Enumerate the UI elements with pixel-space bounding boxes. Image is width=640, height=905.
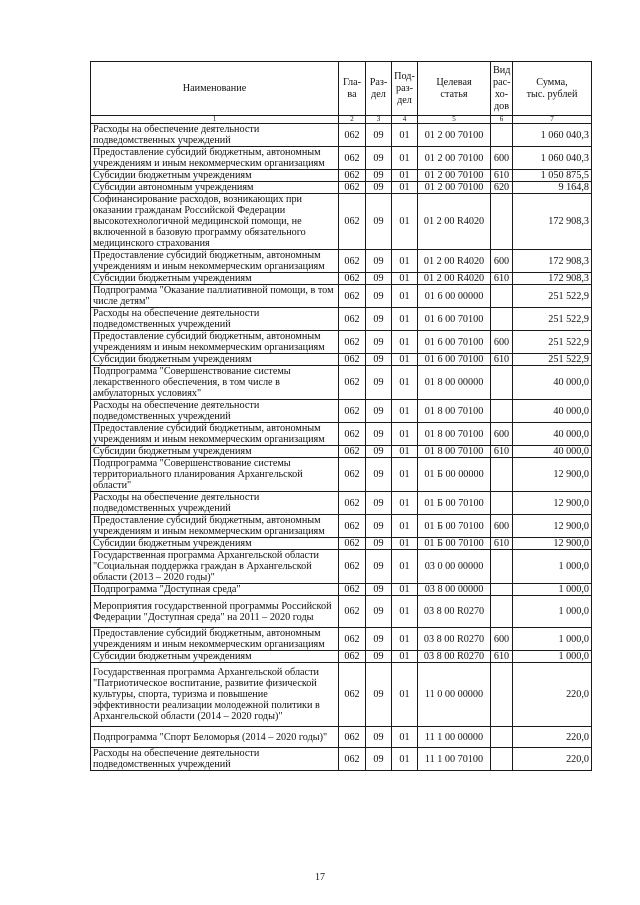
row-target-item: 03 8 00 R0270 (418, 596, 491, 628)
row-name: Расходы на обеспечение деятельности подведомственных учреждений (91, 308, 339, 331)
column-number: 1 (91, 116, 339, 124)
row-subsection: 01 (392, 596, 418, 628)
row-subsection: 01 (392, 331, 418, 354)
row-section: 09 (366, 331, 392, 354)
row-amount: 172 908,3 (513, 273, 592, 285)
row-section: 09 (366, 170, 392, 182)
row-name: Субсидии бюджетным учреждениям (91, 651, 339, 663)
row-amount: 40 000,0 (513, 446, 592, 458)
row-subsection: 01 (392, 748, 418, 771)
table-row (91, 596, 592, 628)
row-chapter: 062 (339, 628, 366, 651)
row-chapter: 062 (339, 331, 366, 354)
row-target-item: 01 2 00 70100 (418, 170, 491, 182)
table-row (91, 538, 592, 550)
row-section: 09 (366, 446, 392, 458)
row-target-item: 01 Б 00 00000 (418, 458, 491, 492)
row-amount: 40 000,0 (513, 423, 592, 446)
header-target-item: Целевая статья (418, 62, 491, 116)
header-row (91, 62, 592, 116)
row-expense-type (491, 663, 513, 727)
row-amount: 1 000,0 (513, 584, 592, 596)
row-expense-type (491, 458, 513, 492)
row-name: Субсидии бюджетным учреждениям (91, 273, 339, 285)
row-expense-type: 610 (491, 354, 513, 366)
row-chapter: 062 (339, 492, 366, 515)
row-amount: 40 000,0 (513, 400, 592, 423)
table-row (91, 584, 592, 596)
row-section: 09 (366, 596, 392, 628)
row-name: Предоставление субсидий бюджетным, автономным учреждениям и иным некоммерческим организациям (91, 423, 339, 446)
row-chapter: 062 (339, 285, 366, 308)
row-target-item: 01 8 00 70100 (418, 446, 491, 458)
row-name: Предоставление субсидий бюджетным, автономным учреждениям и иным некоммерческим организациям (91, 331, 339, 354)
row-name: Предоставление субсидий бюджетным, автономным учреждениям и иным некоммерческим организациям (91, 515, 339, 538)
row-subsection: 01 (392, 446, 418, 458)
row-target-item: 01 2 00 R4020 (418, 273, 491, 285)
row-chapter: 062 (339, 194, 366, 250)
row-target-item: 01 6 00 70100 (418, 308, 491, 331)
row-amount: 9 164,8 (513, 182, 592, 194)
row-target-item: 01 2 00 70100 (418, 182, 491, 194)
row-section: 09 (366, 182, 392, 194)
row-expense-type: 600 (491, 515, 513, 538)
page-number: 17 (315, 872, 325, 883)
row-amount: 172 908,3 (513, 194, 592, 250)
row-name: Предоставление субсидий бюджетным, автономным учреждениям и иным некоммерческим организациям (91, 250, 339, 273)
table-row (91, 308, 592, 331)
row-amount: 251 522,9 (513, 308, 592, 331)
row-amount: 12 900,0 (513, 492, 592, 515)
row-chapter: 062 (339, 446, 366, 458)
row-subsection: 01 (392, 308, 418, 331)
row-target-item: 11 0 00 00000 (418, 663, 491, 727)
row-expense-type (491, 596, 513, 628)
table-row (91, 550, 592, 584)
row-subsection: 01 (392, 273, 418, 285)
row-name: Субсидии бюджетным учреждениям (91, 354, 339, 366)
row-amount: 251 522,9 (513, 354, 592, 366)
row-expense-type (491, 748, 513, 771)
column-number-row (91, 116, 592, 124)
row-subsection: 01 (392, 663, 418, 727)
row-name: Предоставление субсидий бюджетным, автономным учреждениям и иным некоммерческим организациям (91, 628, 339, 651)
row-section: 09 (366, 194, 392, 250)
row-chapter: 062 (339, 663, 366, 727)
row-expense-type (491, 366, 513, 400)
row-section: 09 (366, 748, 392, 771)
row-target-item: 03 0 00 00000 (418, 550, 491, 584)
column-number: 7 (513, 116, 592, 124)
row-expense-type (491, 194, 513, 250)
column-number: 4 (392, 116, 418, 124)
row-amount: 1 000,0 (513, 550, 592, 584)
row-subsection: 01 (392, 170, 418, 182)
table-row (91, 366, 592, 400)
row-name: Мероприятия государственной программы Российской Федерации "Доступная среда" на 2011 – 2020 годы (91, 596, 339, 628)
row-amount: 172 908,3 (513, 250, 592, 273)
row-chapter: 062 (339, 550, 366, 584)
row-section: 09 (366, 366, 392, 400)
row-target-item: 01 8 00 70100 (418, 400, 491, 423)
row-subsection: 01 (392, 285, 418, 308)
table-row (91, 182, 592, 194)
row-expense-type: 600 (491, 250, 513, 273)
table-row (91, 727, 592, 748)
table-row (91, 458, 592, 492)
row-name: Государственная программа Архангельской области "Патриотическое воспитание, развитие физической культуры, спорта, туризма и повышение эффективности реализации молодежной политики в Архангельской области (2014 – 2020 годы)" (91, 663, 339, 727)
row-section: 09 (366, 515, 392, 538)
row-expense-type: 610 (491, 446, 513, 458)
row-chapter: 062 (339, 727, 366, 748)
row-expense-type (491, 550, 513, 584)
row-expense-type (491, 727, 513, 748)
row-target-item: 01 8 00 70100 (418, 423, 491, 446)
row-chapter: 062 (339, 584, 366, 596)
table-row (91, 628, 592, 651)
row-expense-type: 600 (491, 147, 513, 170)
row-chapter: 062 (339, 366, 366, 400)
row-target-item: 01 2 00 R4020 (418, 194, 491, 250)
row-amount: 12 900,0 (513, 538, 592, 550)
row-name: Расходы на обеспечение деятельности подведомственных учреждений (91, 492, 339, 515)
table-row (91, 170, 592, 182)
header-name: Наименование (91, 62, 339, 116)
row-amount: 1 060 040,3 (513, 124, 592, 147)
row-subsection: 01 (392, 584, 418, 596)
row-amount: 251 522,9 (513, 331, 592, 354)
row-chapter: 062 (339, 423, 366, 446)
row-amount: 1 060 040,3 (513, 147, 592, 170)
table-body (91, 124, 592, 771)
row-chapter: 062 (339, 400, 366, 423)
row-subsection: 01 (392, 250, 418, 273)
row-name: Государственная программа Архангельской области "Социальная поддержка граждан в Архангельской области (2013 – 2020 годы)" (91, 550, 339, 584)
row-section: 09 (366, 308, 392, 331)
table-row (91, 354, 592, 366)
row-target-item: 01 2 00 R4020 (418, 250, 491, 273)
row-section: 09 (366, 651, 392, 663)
row-amount: 220,0 (513, 727, 592, 748)
table-row (91, 124, 592, 147)
row-chapter: 062 (339, 273, 366, 285)
table-row (91, 273, 592, 285)
row-expense-type: 600 (491, 628, 513, 651)
row-chapter: 062 (339, 250, 366, 273)
column-number: 3 (366, 116, 392, 124)
row-section: 09 (366, 538, 392, 550)
row-amount: 12 900,0 (513, 515, 592, 538)
row-name: Расходы на обеспечение деятельности подведомственных учреждений (91, 748, 339, 771)
row-section: 09 (366, 124, 392, 147)
header-chapter: Гла- ва (339, 62, 366, 116)
row-chapter: 062 (339, 170, 366, 182)
row-subsection: 01 (392, 492, 418, 515)
row-expense-type (491, 308, 513, 331)
row-section: 09 (366, 147, 392, 170)
table-row (91, 194, 592, 250)
row-section: 09 (366, 400, 392, 423)
table-row (91, 663, 592, 727)
row-chapter: 062 (339, 147, 366, 170)
row-amount: 1 050 875,5 (513, 170, 592, 182)
row-chapter: 062 (339, 515, 366, 538)
row-subsection: 01 (392, 354, 418, 366)
table-row (91, 331, 592, 354)
row-subsection: 01 (392, 727, 418, 748)
row-name: Субсидии бюджетным учреждениям (91, 446, 339, 458)
row-section: 09 (366, 354, 392, 366)
table-row (91, 400, 592, 423)
row-expense-type: 600 (491, 423, 513, 446)
row-chapter: 062 (339, 124, 366, 147)
row-subsection: 01 (392, 366, 418, 400)
row-name: Субсидии бюджетным учреждениям (91, 170, 339, 182)
row-name: Расходы на обеспечение деятельности подведомственных учреждений (91, 124, 339, 147)
row-amount: 1 000,0 (513, 651, 592, 663)
row-chapter: 062 (339, 596, 366, 628)
row-section: 09 (366, 663, 392, 727)
row-subsection: 01 (392, 194, 418, 250)
row-section: 09 (366, 458, 392, 492)
row-target-item: 03 8 00 00000 (418, 584, 491, 596)
row-chapter: 062 (339, 182, 366, 194)
row-target-item: 01 6 00 70100 (418, 354, 491, 366)
row-name: Субсидии автономным учреждениям (91, 182, 339, 194)
row-target-item: 01 8 00 00000 (418, 366, 491, 400)
row-target-item: 01 2 00 70100 (418, 147, 491, 170)
row-subsection: 01 (392, 124, 418, 147)
row-chapter: 062 (339, 458, 366, 492)
row-section: 09 (366, 727, 392, 748)
row-target-item: 01 Б 00 70100 (418, 538, 491, 550)
row-subsection: 01 (392, 628, 418, 651)
budget-table (90, 61, 592, 771)
row-amount: 1 000,0 (513, 628, 592, 651)
table-row (91, 492, 592, 515)
row-expense-type: 610 (491, 651, 513, 663)
row-chapter: 062 (339, 651, 366, 663)
row-subsection: 01 (392, 651, 418, 663)
row-subsection: 01 (392, 538, 418, 550)
row-subsection: 01 (392, 515, 418, 538)
row-chapter: 062 (339, 354, 366, 366)
row-expense-type: 610 (491, 170, 513, 182)
table-row (91, 651, 592, 663)
row-amount: 251 522,9 (513, 285, 592, 308)
row-expense-type (491, 124, 513, 147)
row-amount: 220,0 (513, 748, 592, 771)
column-number: 5 (418, 116, 491, 124)
table-row (91, 147, 592, 170)
row-name: Подпрограмма "Оказание паллиативной помощи, в том числе детям" (91, 285, 339, 308)
row-section: 09 (366, 492, 392, 515)
row-expense-type: 620 (491, 182, 513, 194)
row-expense-type: 610 (491, 273, 513, 285)
header-amount: Сумма, тыс. рублей (513, 62, 592, 116)
row-name: Подпрограмма "Доступная среда" (91, 584, 339, 596)
header-expense-type: Вид рас- хо- дов (491, 62, 513, 116)
row-section: 09 (366, 423, 392, 446)
header-subsection: Под- раз- дел (392, 62, 418, 116)
row-section: 09 (366, 550, 392, 584)
row-expense-type (491, 584, 513, 596)
table-row (91, 748, 592, 771)
row-expense-type (491, 400, 513, 423)
row-section: 09 (366, 285, 392, 308)
row-amount: 12 900,0 (513, 458, 592, 492)
row-target-item: 01 Б 00 70100 (418, 492, 491, 515)
row-name: Подпрограмма "Совершенствование системы территориального планирования Архангельской области" (91, 458, 339, 492)
row-chapter: 062 (339, 538, 366, 550)
row-target-item: 01 2 00 70100 (418, 124, 491, 147)
row-name: Субсидии бюджетным учреждениям (91, 538, 339, 550)
row-expense-type (491, 492, 513, 515)
row-name: Софинансирование расходов, возникающих при оказании гражданам Российской Федерации высокотехнологичной медицинской помощи, не включенной в базовую программу обязательного медицинского страхования (91, 194, 339, 250)
table-row (91, 423, 592, 446)
row-subsection: 01 (392, 400, 418, 423)
row-amount: 1 000,0 (513, 596, 592, 628)
row-name: Подпрограмма "Совершенствование системы лекарственного обеспечения, в том числе в амбулаторных условиях" (91, 366, 339, 400)
table-row (91, 515, 592, 538)
row-subsection: 01 (392, 550, 418, 584)
row-chapter: 062 (339, 748, 366, 771)
row-target-item: 01 6 00 00000 (418, 285, 491, 308)
row-name: Предоставление субсидий бюджетным, автономным учреждениям и иным некоммерческим организациям (91, 147, 339, 170)
row-target-item: 03 8 00 R0270 (418, 651, 491, 663)
column-number: 6 (491, 116, 513, 124)
row-target-item: 01 6 00 70100 (418, 331, 491, 354)
row-subsection: 01 (392, 147, 418, 170)
row-name: Расходы на обеспечение деятельности подведомственных учреждений (91, 400, 339, 423)
column-number: 2 (339, 116, 366, 124)
row-subsection: 01 (392, 458, 418, 492)
row-section: 09 (366, 250, 392, 273)
row-expense-type: 610 (491, 538, 513, 550)
row-name: Подпрограмма "Спорт Беломорья (2014 – 2020 годы)" (91, 727, 339, 748)
row-target-item: 01 Б 00 70100 (418, 515, 491, 538)
row-subsection: 01 (392, 423, 418, 446)
header-section: Раз- дел (366, 62, 392, 116)
row-section: 09 (366, 584, 392, 596)
row-expense-type: 600 (491, 331, 513, 354)
row-amount: 40 000,0 (513, 366, 592, 400)
table-row (91, 446, 592, 458)
row-subsection: 01 (392, 182, 418, 194)
row-target-item: 11 1 00 70100 (418, 748, 491, 771)
table-row (91, 250, 592, 273)
row-expense-type (491, 285, 513, 308)
row-target-item: 11 1 00 00000 (418, 727, 491, 748)
row-amount: 220,0 (513, 663, 592, 727)
row-section: 09 (366, 628, 392, 651)
row-chapter: 062 (339, 308, 366, 331)
table-row (91, 285, 592, 308)
row-target-item: 03 8 00 R0270 (418, 628, 491, 651)
row-section: 09 (366, 273, 392, 285)
